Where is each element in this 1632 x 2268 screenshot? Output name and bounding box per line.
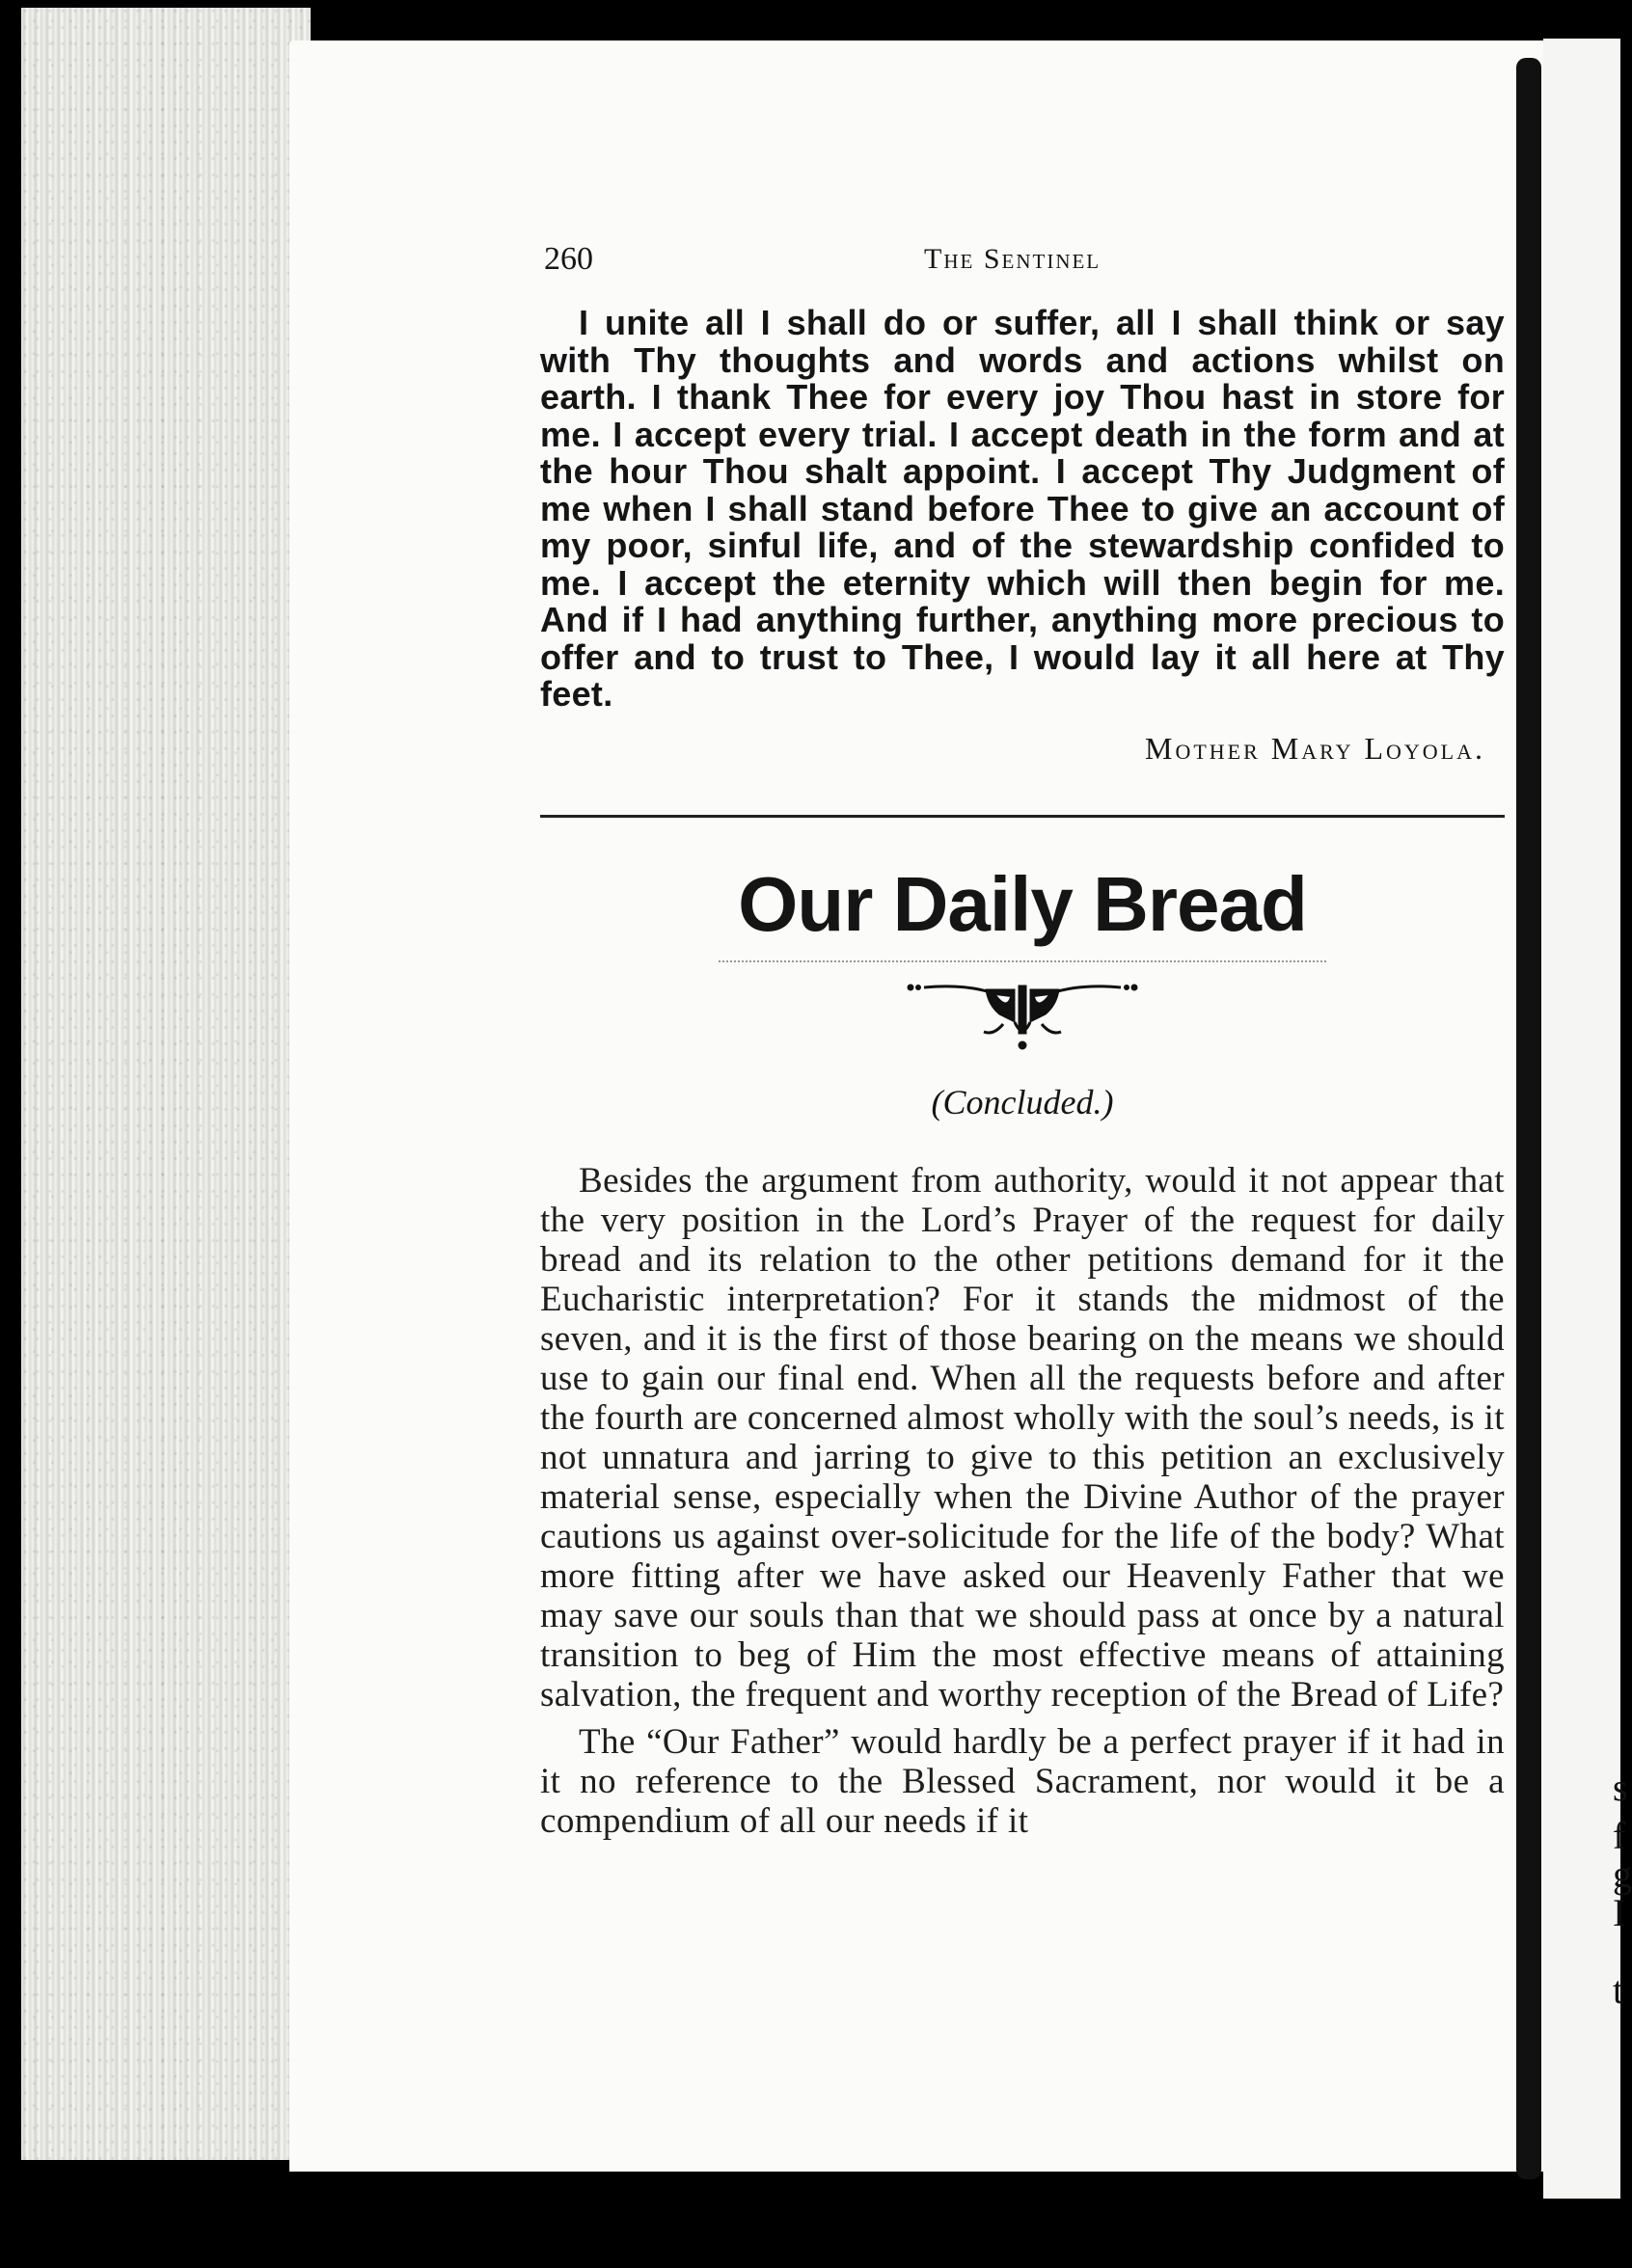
scroll-ornament-icon	[907, 976, 1138, 1053]
section-divider	[540, 815, 1505, 818]
facing-page-letter: s	[1613, 1766, 1628, 1809]
prayer-text: I unite all I shall do or suffer, all I shall think or say with Thy thoughts and words and actions whilst on earth. I thank Thee for every joy Thou hast in store for me. I accept every trial. I accept death in the form and at the hour Thou shalt appoint. I accept Thy Judgment of me when I shall stand before Thee to give an account of my poor, sinful life, and of the stewardship confided to me. I accept the eternity which will then begin for me. And if I had anything further, anything more precious to offer and to trust to Thee, I would lay it all here at Thy feet.	[540, 303, 1505, 714]
running-head: The Sentinel	[924, 243, 1102, 275]
facing-page-edge	[1543, 39, 1632, 2199]
body-paragraph: Besides the argument from authority, would it not appear that the very position in the Lord’s Prayer of the request for daily bread and its relation to the other petitions demand for it the Eucharistic interpretation? For it stands the midmost of the seven, and it is the first of those bearing on the means we should use to gain our final end. When all the requests before and after the fourth are concerned almost wholly with the soul’s needs, is it not unnatura and jarring to give to this petition an exclusively material sense, especially when the Divine Author of the prayer cautions us against over-solicitude for the life of the body? What more fitting after we have asked our Heavenly Father that we may save our souls than that we should pass at once by a natural transition to beg of Him the most effective means of attaining salvation, the frequent and worthy reception of the Bread of Life?	[540, 1160, 1505, 1714]
body-paragraph: The “Our Father” would hardly be a perfect prayer if it had in it no reference to the Blessed Sacrament, nor would it be a compendium of all our needs if it	[540, 1721, 1505, 1841]
facing-page-letter: I	[1613, 1891, 1626, 1934]
article-title: Our Daily Bread	[738, 860, 1307, 947]
facing-page-letter: f	[1613, 1814, 1626, 1857]
book-page-edges	[21, 8, 311, 2160]
author-signature: Mother Mary Loyola.	[1144, 730, 1485, 766]
article-body	[540, 1161, 1505, 1841]
facing-page-letter: t	[1613, 1968, 1624, 2012]
facing-page-letter: g	[1613, 1852, 1632, 1896]
page-number: 260	[544, 241, 593, 277]
book-binding	[1516, 58, 1541, 2179]
title-underline	[719, 960, 1326, 962]
page-content	[540, 241, 1505, 1841]
article-subtitle: (Concluded.)	[931, 1082, 1114, 1121]
page-header	[540, 241, 1505, 299]
